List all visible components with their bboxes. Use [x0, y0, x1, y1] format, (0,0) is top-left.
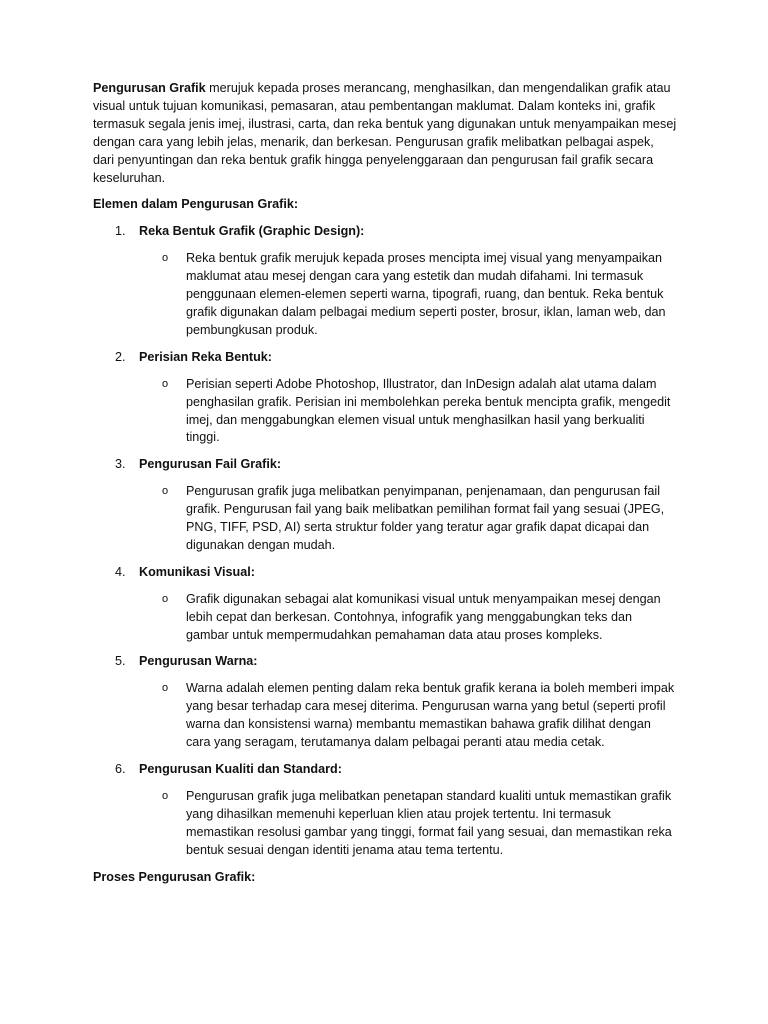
item-title: Perisian Reka Bentuk:: [139, 349, 272, 364]
item-description: Reka bentuk grafik merujuk kepada proses mencipta imej visual yang menyampaikan maklumat atau mesej dengan cara yang estetik dan mudah difahami. Ini termasuk penggunaan elemen-elemen seperti warna, tipografi, ruang, dan bentuk. Reka bentuk grafik digunakan dalam pelbagai medium seperti poster, brosur, iklan, laman web, dan pembungkusan produk.: [186, 251, 666, 337]
list-item-bullet: [93, 483, 678, 555]
bullet-icon: o: [162, 592, 169, 605]
item-description: Perisian seperti Adobe Photoshop, Illustrator, dan InDesign adalah alat utama dalam penghasilan grafik. Perisian ini membolehkan pereka bentuk mencipta grafik, mengedit imej, dan menggabungkan elemen visual untuk menghasilkan hasil yang berkualiti tinggi.: [186, 376, 671, 445]
item-description: Warna adalah elemen penting dalam reka bentuk grafik kerana ia boleh memberi impak yang besar terhadap cara mesej diterima. Pengurusan warna yang betul (seperti profil warna dan konsistensi warna) membantu memastikan bahawa grafik dilihat dengan cara yang seragam, terutamanya dalam pelbagai peranti atau media cetak.: [186, 681, 675, 750]
item-title: Pengurusan Kualiti dan Standard:: [139, 762, 342, 776]
list-item-bullet: [93, 591, 678, 645]
bullet-icon: o: [162, 377, 169, 390]
item-number: 3.: [115, 457, 126, 472]
document-content: [93, 80, 678, 895]
list-item-number: [93, 456, 678, 474]
item-description: Pengurusan grafik juga melibatkan penetapan standard kualiti untuk memastikan grafik yang dihasilkan memenuhi keperluan klien atau projek tertentu. Ini termasuk memastikan resolusi gambar yang tinggi, format fail yang sesuai, dan memastikan reka bentuk sesuai dengan identiti jenama atau tema tertentu.: [186, 788, 672, 857]
item-number: 4.: [115, 564, 126, 579]
item-title: Komunikasi Visual:: [139, 564, 255, 579]
list-item-bullet: [93, 376, 678, 448]
intro-bold-term: Pengurusan Grafik: [93, 81, 206, 95]
bullet-icon: o: [162, 485, 169, 498]
bullet-icon: o: [162, 252, 169, 265]
intro-paragraph: [93, 80, 678, 187]
item-description: Pengurusan grafik juga melibatkan penyimpanan, penjenamaan, dan pengurusan fail grafik. Pengurusan fail yang baik melibatkan pemilihan format fail yang sesuai (JPEG, PNG, TIFF, PSD, AI) serta struktur folder yang teratur agar grafik dapat dicapai dan digunakan dengan mudah.: [186, 484, 665, 552]
list-item-bullet: [93, 788, 678, 860]
list-item-number: [93, 564, 678, 582]
intro-text: merujuk kepada proses merancang, menghasilkan, dan mengendalikan grafik atau visual untuk tujuan komunikasi, pemasaran, atau pembentangan maklumat. Dalam konteks ini, grafik termasuk segala jenis imej, ilustrasi, carta, dan reka bentuk yang digunakan untuk menyampaikan mesej dengan cara yang lebih jelas, menarik, dan berkesan. Pengurusan grafik melibatkan pelbagai aspek, dari penyuntingan dan reka bentuk grafik hingga penyelenggaraan dan pengurusan fail grafik secara keseluruhan.: [93, 81, 677, 185]
bullet-icon: o: [162, 682, 169, 695]
list-item-number: [93, 653, 678, 671]
list-item-bullet: [93, 680, 678, 752]
list-item-number: [93, 761, 678, 779]
elements-heading: Elemen dalam Pengurusan Grafik:: [93, 197, 299, 212]
list-item-number: [93, 223, 678, 241]
item-number: 6.: [115, 762, 126, 776]
process-heading: Proses Pengurusan Grafik:: [93, 869, 256, 884]
item-title: Reka Bentuk Grafik (Graphic Design):: [139, 224, 365, 239]
bullet-icon: o: [162, 789, 169, 802]
item-number: 1.: [115, 224, 126, 239]
item-number: 5.: [115, 654, 126, 669]
item-title: Pengurusan Fail Grafik:: [139, 457, 282, 472]
item-description: Grafik digunakan sebagai alat komunikasi visual untuk menyampaikan mesej dengan lebih cepat dan berkesan. Contohnya, infografik yang menggabungkan teks dan gambar untuk mempermudahkan pemahaman data atau proses kompleks.: [186, 591, 661, 642]
list-item-bullet: [93, 250, 678, 340]
item-title: Pengurusan Warna:: [139, 654, 258, 669]
item-number: 2.: [115, 349, 126, 364]
list-item-number: [93, 349, 678, 367]
